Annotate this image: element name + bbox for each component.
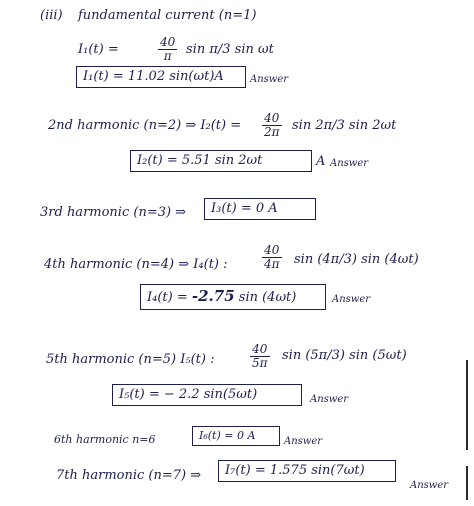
fraction-denominator: 5π: [252, 356, 268, 370]
harmonic-4-result-suffix: sin (4ωt): [234, 290, 297, 305]
harmonic-2-result-box: [130, 150, 312, 172]
harmonic-7-result: I₇(t) = 1.575 sin(7ωt): [225, 463, 365, 478]
fundamental-expression: sin π/3 sin ωt: [186, 42, 274, 57]
fundamental-result: I₁(t) = 11.02 sin(ωt)A: [83, 69, 224, 84]
scan-edge-line: [466, 466, 468, 500]
fundamental-heading: fundamental current (n=1): [78, 8, 257, 23]
harmonic-3-label: 3rd harmonic (n=3) ⇒: [40, 205, 187, 220]
answer-label: Answer: [332, 294, 371, 305]
fraction-denominator: π: [163, 49, 172, 63]
harmonic-2-fraction: [262, 112, 282, 139]
harmonic-4-result-box: [140, 284, 326, 310]
answer-label: Answer: [310, 394, 349, 405]
harmonic-5-result: I₅(t) = − 2.2 sin(5ωt): [119, 387, 258, 402]
harmonic-4-result-prefix: I₄(t) =: [147, 290, 192, 305]
harmonic-3-result: I₃(t) = 0 A: [211, 201, 278, 216]
fundamental-lhs: I₁(t) =: [78, 42, 119, 57]
unit-label: A: [316, 154, 326, 169]
harmonic-5-fraction: [250, 343, 270, 370]
scan-edge-line: [466, 360, 468, 450]
fraction-numerator: 40: [262, 112, 282, 126]
harmonic-6-label: 6th harmonic n=6: [54, 433, 156, 446]
fraction-numerator: 40: [262, 244, 282, 258]
fraction-denominator: 2π: [264, 125, 280, 139]
part-label: (iii): [40, 8, 63, 23]
answer-label: Answer: [410, 480, 449, 491]
harmonic-2-result: I₂(t) = 5.51 sin 2ωt: [137, 153, 263, 168]
harmonic-3-result-box: [204, 198, 316, 220]
harmonic-5-label: 5th harmonic (n=5) I₅(t) :: [46, 352, 215, 367]
answer-label: Answer: [284, 436, 323, 447]
fundamental-fraction: [158, 36, 177, 63]
harmonic-4-label: 4th harmonic (n=4) ⇒ I₄(t) :: [44, 257, 228, 272]
harmonic-4-fraction: [262, 244, 282, 271]
harmonic-7-label: 7th harmonic (n=7) ⇒: [56, 468, 202, 483]
fraction-denominator: 4π: [264, 257, 280, 271]
fraction-numerator: 40: [160, 35, 176, 49]
fraction-numerator: 40: [250, 343, 270, 357]
answer-label: Answer: [250, 74, 289, 85]
harmonic-6-result-box: [192, 426, 280, 446]
harmonic-4-expression: sin (4π/3) sin (4ωt): [294, 252, 419, 267]
harmonic-2-expression: sin 2π/3 sin 2ωt: [292, 118, 397, 133]
harmonic-5-expression: sin (5π/3) sin (5ωt): [282, 348, 407, 363]
harmonic-2-label: 2nd harmonic (n=2) ⇒ I₂(t) =: [48, 118, 242, 133]
harmonic-4-result-value: -2.75: [191, 287, 235, 305]
harmonic-6-result: I₆(t) = 0 A: [199, 429, 256, 442]
answer-label: Answer: [330, 158, 369, 169]
harmonic-5-result-box: [112, 384, 302, 406]
harmonic-7-result-box: [218, 460, 396, 482]
fundamental-result-box: [76, 66, 246, 88]
